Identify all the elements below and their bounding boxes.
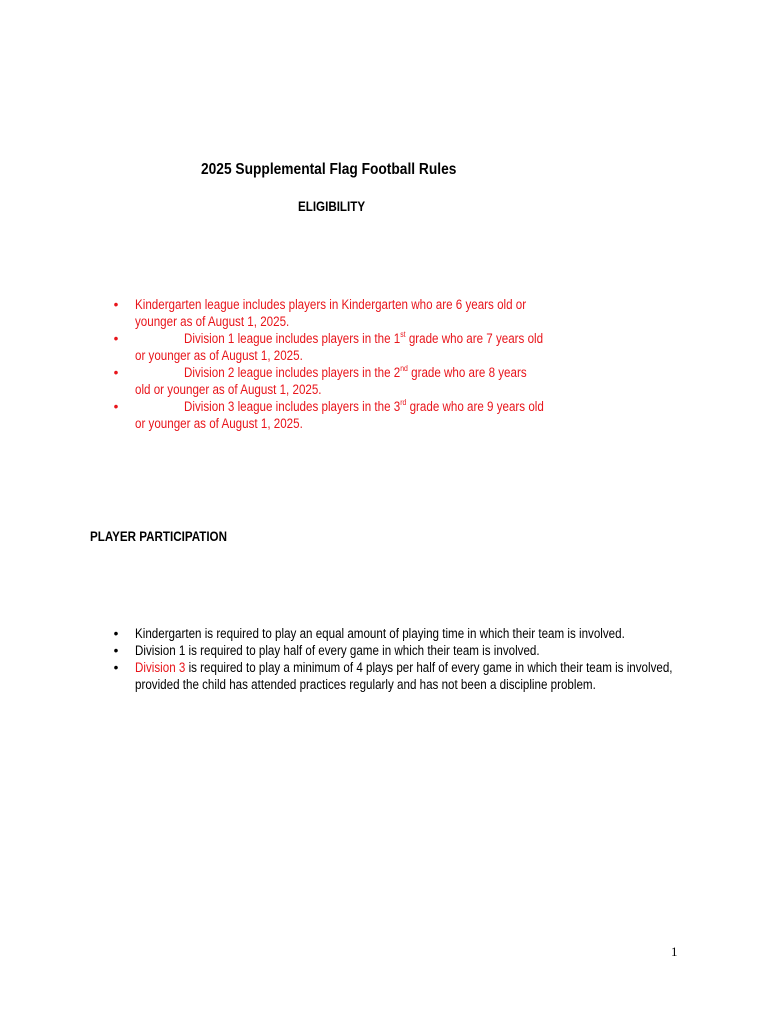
eligibility-text-line2: or younger as of August 1, 2025. <box>135 348 303 363</box>
highlighted-division: Division 3 <box>135 660 186 675</box>
eligibility-list <box>108 296 588 432</box>
document-title: 2025 Supplemental Flag Football Rules <box>201 161 457 178</box>
eligibility-text: Division 1 league includes players in the 1 <box>184 331 401 346</box>
participation-heading: PLAYER PARTICIPATION <box>90 529 227 544</box>
participation-item-division-1 <box>108 642 688 659</box>
eligibility-text: Kindergarten league includes players in Kindergarten who are 6 years old or <box>135 297 527 312</box>
bullet-icon: • <box>113 660 119 675</box>
eligibility-text-cont: grade who are 9 years old <box>406 399 544 414</box>
eligibility-item-division-1 <box>108 330 588 364</box>
eligibility-item-division-3 <box>108 398 588 432</box>
eligibility-text: Division 2 league includes players in the 2 <box>184 365 401 380</box>
bullet-icon: • <box>113 399 119 414</box>
bullet-icon: • <box>113 331 119 346</box>
eligibility-text-line2: younger as of August 1, 2025. <box>135 314 290 329</box>
participation-text: Kindergarten is required to play an equal amount of playing time in which their team is involved. <box>135 626 625 641</box>
participation-list <box>108 625 688 693</box>
eligibility-heading: ELIGIBILITY <box>298 199 366 214</box>
ordinal-suffix: nd <box>400 364 408 373</box>
participation-text: is required to play a minimum of 4 plays per half of every game in which their team is involved, provided the child has attended practices regularly and has not been a discipline problem. <box>135 660 673 692</box>
eligibility-text-line2: old or younger as of August 1, 2025. <box>135 382 322 397</box>
page-number: 1 <box>671 944 678 959</box>
eligibility-text: Division 3 league includes players in the 3 <box>184 399 401 414</box>
ordinal-suffix: st <box>400 330 406 339</box>
eligibility-text-cont: grade who are 7 years old <box>405 331 544 346</box>
eligibility-text-cont: grade who are 8 years <box>407 365 527 380</box>
bullet-icon: • <box>113 626 119 641</box>
eligibility-text-line2: or younger as of August 1, 2025. <box>135 416 303 431</box>
bullet-icon: • <box>113 643 119 658</box>
bullet-icon: • <box>113 297 119 312</box>
participation-item-division-3 <box>108 659 688 693</box>
participation-item-kindergarten <box>108 625 688 642</box>
eligibility-item-division-2 <box>108 364 588 398</box>
eligibility-item-kindergarten <box>108 296 588 330</box>
ordinal-suffix: rd <box>400 398 407 407</box>
bullet-icon: • <box>113 365 119 380</box>
participation-text: Division 1 is required to play half of every game in which their team is involved. <box>135 643 540 658</box>
